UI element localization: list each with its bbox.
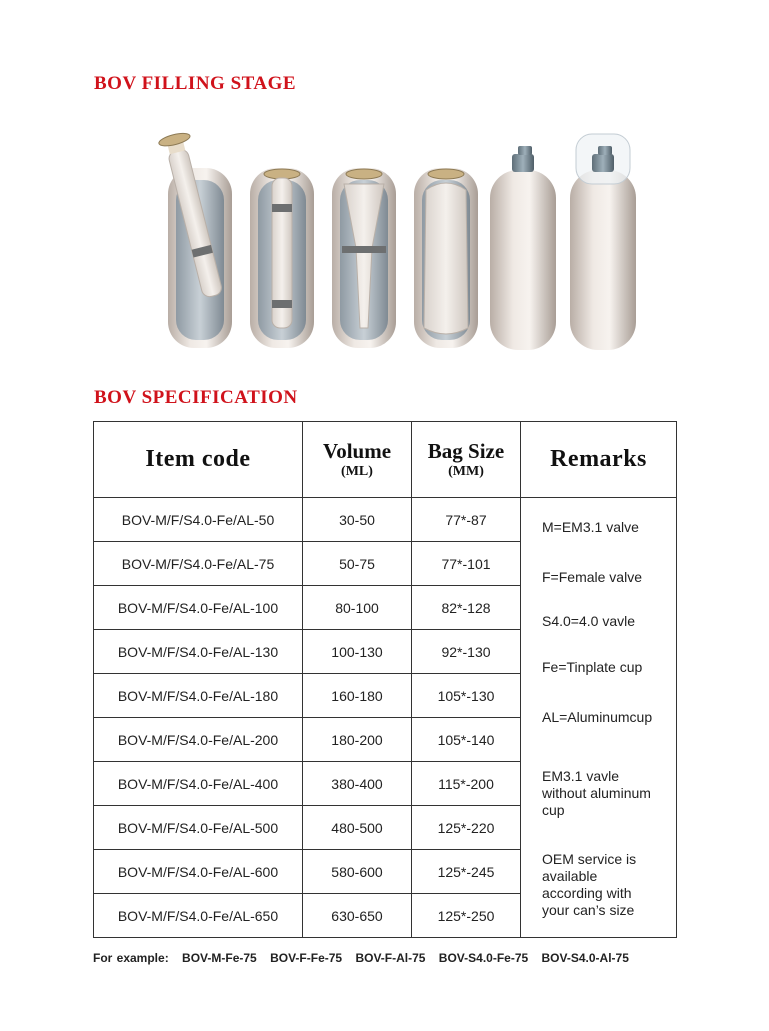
- header-remarks: Remarks: [521, 422, 677, 498]
- header-item-code: Item code: [94, 422, 303, 498]
- volume-value: 100-130: [303, 630, 412, 674]
- bag-size-value: 115*-200: [412, 762, 521, 806]
- bag-size-value: 82*-128: [412, 586, 521, 630]
- can-stage-1: [158, 131, 232, 348]
- remark-em31: EM3.1 vavle without aluminum cup: [542, 768, 651, 818]
- volume-value: 80-100: [303, 586, 412, 630]
- bag-size-value: 105*-130: [412, 674, 521, 718]
- can-stage-3: [332, 168, 396, 348]
- example-code: BOV-S4.0-Fe-75: [438, 951, 529, 965]
- item-code: BOV-M/F/S4.0-Fe/AL-600: [94, 850, 303, 894]
- example-footer: [93, 951, 638, 965]
- remarks-cell: [521, 498, 677, 938]
- item-code: BOV-M/F/S4.0-Fe/AL-75: [94, 542, 303, 586]
- volume-value: 160-180: [303, 674, 412, 718]
- example-code: BOV-F-Fe-75: [270, 951, 343, 965]
- remark-f: F=Female valve: [542, 569, 642, 585]
- filling-stage-illustration: [150, 128, 650, 358]
- filling-stage-title: BOV FILLING STAGE: [94, 73, 297, 94]
- item-code: BOV-M/F/S4.0-Fe/AL-130: [94, 630, 303, 674]
- remark-m: M=EM3.1 valve: [542, 519, 639, 535]
- remark-al: AL=Aluminumcup: [542, 709, 653, 725]
- bag-size-value: 77*-101: [412, 542, 521, 586]
- volume-value: 480-500: [303, 806, 412, 850]
- bag-size-value: 125*-245: [412, 850, 521, 894]
- can-stage-6: [570, 134, 636, 350]
- bag-size-value: 92*-130: [412, 630, 521, 674]
- item-code: BOV-M/F/S4.0-Fe/AL-180: [94, 674, 303, 718]
- can-stage-2: [250, 168, 314, 348]
- remark-fe: Fe=Tinplate cup: [542, 659, 643, 675]
- example-code: BOV-F-Al-75: [355, 951, 426, 965]
- volume-value: 30-50: [303, 498, 412, 542]
- item-code: BOV-M/F/S4.0-Fe/AL-200: [94, 718, 303, 762]
- remark-s4: S4.0=4.0 vavle: [542, 613, 636, 629]
- volume-value: 580-600: [303, 850, 412, 894]
- volume-value: 180-200: [303, 718, 412, 762]
- bag-size-value: 105*-140: [412, 718, 521, 762]
- table-header-row: [94, 422, 677, 498]
- item-code: BOV-M/F/S4.0-Fe/AL-400: [94, 762, 303, 806]
- spec-table: [93, 421, 677, 938]
- bag-size-value: 125*-250: [412, 894, 521, 938]
- volume-value: 380-400: [303, 762, 412, 806]
- bag-size-value: 125*-220: [412, 806, 521, 850]
- example-code: BOV-S4.0-Al-75: [541, 951, 629, 965]
- item-code: BOV-M/F/S4.0-Fe/AL-100: [94, 586, 303, 630]
- volume-value: 630-650: [303, 894, 412, 938]
- can-stage-5: [490, 146, 556, 350]
- remark-oem: OEM service is available according with your can’s size: [542, 851, 637, 918]
- item-code: BOV-M/F/S4.0-Fe/AL-650: [94, 894, 303, 938]
- spec-title: BOV SPECIFICATION: [94, 387, 298, 408]
- header-volume: Volume (ML): [303, 422, 412, 498]
- volume-value: 50-75: [303, 542, 412, 586]
- item-code: BOV-M/F/S4.0-Fe/AL-500: [94, 806, 303, 850]
- example-label: For example:: [93, 951, 169, 965]
- can-stage-4: [414, 168, 478, 348]
- example-code: BOV-M-Fe-75: [182, 951, 257, 965]
- item-code: BOV-M/F/S4.0-Fe/AL-50: [94, 498, 303, 542]
- bag-size-value: 77*-87: [412, 498, 521, 542]
- table-row: [94, 498, 677, 542]
- header-bag-size: Bag Size (MM): [412, 422, 521, 498]
